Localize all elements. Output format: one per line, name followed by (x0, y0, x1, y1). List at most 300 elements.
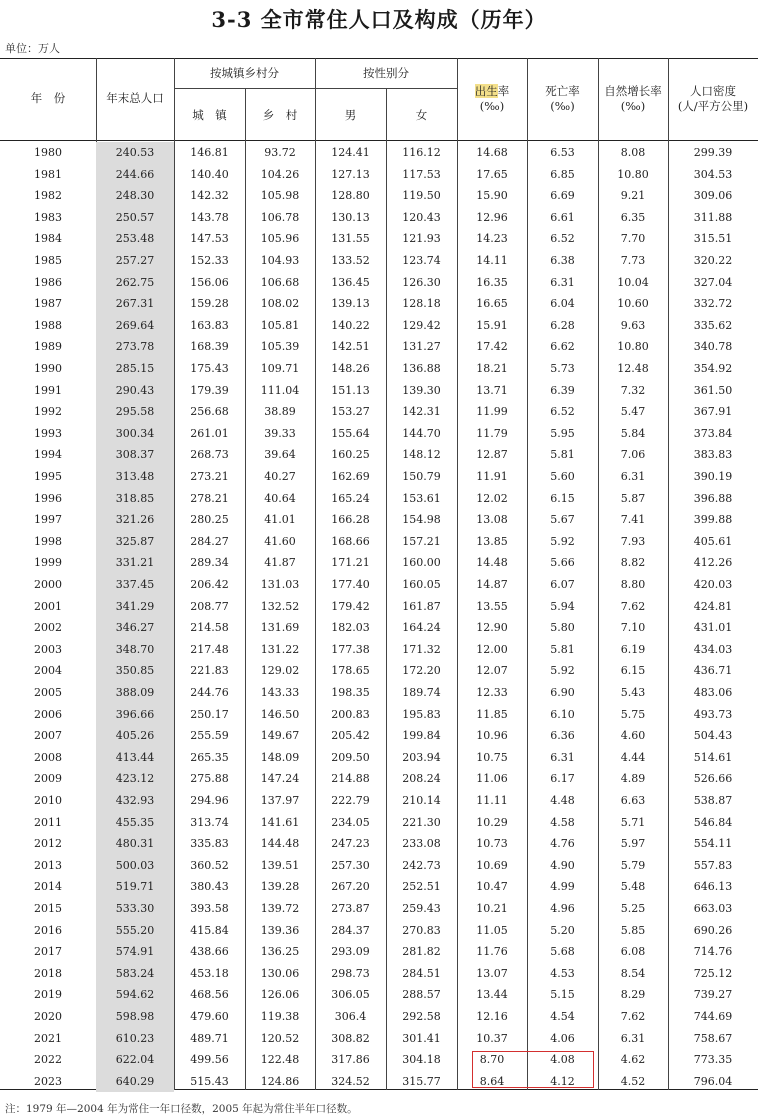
cell-rural: 131.22 (260, 642, 300, 656)
cell-year: 2006 (34, 707, 62, 721)
cell-death-rate: 6.15 (550, 491, 575, 505)
cell-year: 1987 (34, 297, 62, 311)
cell-female: 142.31 (402, 405, 441, 419)
cell-natural-growth: 10.80 (617, 167, 649, 181)
cell-rural: 105.98 (260, 189, 300, 203)
cell-year: 2007 (34, 729, 62, 743)
table-row (0, 1071, 758, 1093)
cell-birth-rate: 12.90 (476, 621, 508, 635)
cell-male: 179.42 (331, 599, 370, 613)
cell-birth-rate: 16.35 (476, 275, 508, 289)
cell-death-rate: 5.80 (550, 621, 575, 635)
table-row (0, 380, 758, 402)
cell-year: 2018 (34, 966, 62, 980)
cell-birth-rate: 13.71 (476, 383, 508, 397)
cell-male: 153.27 (331, 405, 370, 419)
cell-density: 739.27 (693, 988, 733, 1002)
cell-density: 434.03 (693, 642, 733, 656)
cell-total: 244.66 (96, 164, 174, 186)
cell-density: 436.71 (693, 664, 733, 678)
cell-density: 725.12 (693, 966, 733, 980)
cell-density: 361.50 (693, 383, 733, 397)
cell-female: 126.30 (402, 275, 441, 289)
cell-total: 341.29 (96, 596, 174, 618)
cell-female: 195.83 (402, 707, 441, 721)
cell-urban: 438.66 (190, 945, 229, 959)
cell-male: 324.52 (331, 1074, 370, 1088)
cell-rural: 106.68 (260, 275, 300, 289)
cell-urban: 261.01 (190, 426, 229, 440)
cell-urban: 273.21 (190, 470, 229, 483)
table-row (0, 164, 758, 186)
cell-natural-growth: 5.75 (620, 707, 646, 721)
cell-female: 259.43 (402, 902, 441, 915)
cell-density: 538.87 (693, 794, 733, 807)
table-row (0, 488, 758, 510)
cell-male: 171.21 (331, 556, 370, 570)
birth-highlight: 出生 (474, 84, 498, 98)
cell-urban: 393.58 (190, 902, 229, 915)
cell-birth-rate: 10.37 (476, 1031, 508, 1045)
natural-label: 自然增长率 (604, 84, 662, 98)
table-row (0, 984, 758, 1006)
cell-urban: 208.77 (190, 599, 229, 613)
cell-natural-growth: 8.29 (620, 988, 646, 1002)
cell-natural-growth: 7.41 (620, 513, 646, 527)
cell-year: 1990 (34, 362, 62, 375)
cell-total: 253.48 (96, 228, 174, 250)
cell-birth-rate: 11.79 (476, 426, 508, 440)
cell-male: 155.64 (331, 426, 370, 440)
table-row (0, 552, 758, 574)
cell-total: 285.15 (96, 358, 174, 380)
density-unit: (人/平方公里) (677, 99, 749, 113)
cell-rural: 136.25 (260, 945, 300, 959)
cell-urban: 289.34 (190, 556, 229, 570)
cell-natural-growth: 4.60 (620, 729, 646, 743)
cell-urban: 250.17 (190, 707, 229, 721)
table-row (0, 1028, 758, 1050)
birth-rest: 率 (497, 84, 510, 98)
cell-total: 321.26 (96, 509, 174, 531)
cell-natural-growth: 10.04 (617, 275, 649, 289)
cell-total: 480.31 (96, 833, 174, 855)
cell-male: 267.20 (331, 880, 370, 894)
cell-rural: 147.24 (260, 772, 300, 786)
cell-year: 2000 (34, 578, 62, 591)
cell-death-rate: 4.90 (550, 858, 575, 872)
cell-natural-growth: 7.10 (620, 621, 646, 635)
cell-male: 130.13 (331, 210, 370, 224)
cell-birth-rate: 13.85 (476, 534, 508, 548)
table-row (0, 596, 758, 618)
cell-total: 308.37 (96, 444, 174, 466)
cell-urban: 360.52 (190, 858, 229, 872)
footnote: 注：1979 年—2004 年为常住一年口径数，2005 年起为常住半年口径数。 (5, 1103, 358, 1115)
cell-density: 396.88 (693, 491, 733, 505)
cell-female: 304.18 (402, 1053, 441, 1067)
cell-birth-rate: 15.91 (476, 318, 508, 332)
cell-female: 153.61 (402, 491, 441, 505)
cell-rural: 146.50 (260, 707, 300, 721)
cell-male: 148.26 (331, 362, 370, 375)
cell-total: 295.58 (96, 401, 174, 423)
cell-female: 117.53 (402, 167, 441, 181)
header-urban-rural-group: 按城镇乡村分 (210, 66, 279, 80)
cell-year: 1989 (34, 340, 62, 354)
cell-total: 640.29 (96, 1071, 174, 1093)
table-row (0, 704, 758, 726)
cell-birth-rate: 10.75 (476, 750, 508, 764)
cell-birth-rate: 11.91 (476, 470, 508, 483)
cell-year: 1997 (34, 513, 62, 527)
cell-death-rate: 5.15 (550, 988, 575, 1002)
cell-birth-rate: 14.48 (476, 556, 508, 570)
table-row (0, 358, 758, 380)
cell-death-rate: 6.31 (550, 750, 575, 764)
cell-death-rate: 6.28 (550, 318, 575, 332)
header-bottom-rule (0, 140, 758, 141)
cell-year: 1996 (34, 491, 62, 505)
cell-rural: 40.27 (264, 470, 296, 483)
cell-male: 162.69 (331, 470, 370, 483)
table-row (0, 941, 758, 963)
cell-death-rate: 5.81 (550, 448, 575, 462)
cell-birth-rate: 13.08 (476, 513, 508, 527)
cell-female: 136.88 (402, 362, 441, 375)
cell-death-rate: 5.94 (550, 599, 575, 613)
cell-total: 413.44 (96, 747, 174, 769)
cell-female: 252.51 (402, 880, 441, 894)
cell-male: 298.73 (331, 966, 370, 980)
cell-birth-rate: 18.21 (476, 362, 508, 375)
cell-urban: 268.73 (190, 448, 229, 462)
cell-total: 598.98 (96, 1006, 174, 1028)
cell-death-rate: 4.58 (550, 815, 575, 829)
cell-female: 157.21 (402, 534, 441, 548)
header-birth-rate (457, 84, 527, 114)
cell-natural-growth: 4.89 (620, 772, 646, 786)
cell-urban: 275.88 (190, 772, 229, 786)
cell-birth-rate: 10.69 (476, 858, 508, 872)
cell-male: 165.24 (331, 491, 370, 505)
cell-birth-rate: 10.73 (476, 837, 508, 851)
cell-birth-rate: 10.47 (476, 880, 508, 894)
cell-density: 320.22 (693, 254, 733, 267)
cell-urban: 313.74 (190, 815, 229, 829)
cell-female: 150.79 (402, 470, 441, 483)
cell-birth-rate: 8.64 (479, 1074, 505, 1088)
cell-density: 373.84 (693, 426, 733, 440)
cell-density: 526.66 (693, 772, 733, 786)
cell-total: 325.87 (96, 531, 174, 553)
cell-death-rate: 6.39 (550, 383, 575, 397)
cell-female: 210.14 (402, 794, 441, 807)
cell-total: 267.31 (96, 293, 174, 315)
cell-female: 154.98 (402, 513, 441, 527)
cell-death-rate: 5.66 (550, 556, 575, 570)
cell-death-rate: 6.69 (550, 189, 575, 203)
cell-birth-rate: 11.99 (476, 405, 508, 419)
cell-total: 350.85 (96, 660, 174, 682)
cell-natural-growth: 5.84 (620, 426, 646, 440)
cell-natural-growth: 4.44 (620, 750, 646, 764)
cell-year: 1983 (34, 210, 62, 224)
cell-urban: 284.27 (190, 534, 229, 548)
cell-urban: 278.21 (190, 491, 229, 505)
cell-urban: 159.28 (190, 297, 229, 311)
cell-rural: 104.93 (260, 254, 300, 267)
table-row (0, 617, 758, 639)
cell-natural-growth: 6.15 (620, 664, 646, 678)
cell-natural-growth: 7.32 (620, 383, 646, 397)
cell-urban: 152.33 (190, 254, 229, 267)
cell-rural: 105.96 (260, 232, 300, 246)
table-row (0, 833, 758, 855)
cell-urban: 380.43 (190, 880, 229, 894)
cell-female: 208.24 (402, 772, 441, 786)
cell-year: 2012 (34, 837, 62, 851)
cell-year: 2011 (34, 815, 62, 829)
header-natural-growth (598, 84, 668, 114)
cell-density: 405.61 (693, 534, 733, 548)
cell-male: 182.03 (331, 621, 370, 635)
cell-natural-growth: 7.73 (620, 254, 646, 267)
table-row (0, 920, 758, 942)
table-top-rule (0, 58, 758, 59)
cell-year: 2013 (34, 858, 62, 872)
cell-birth-rate: 11.85 (476, 707, 508, 721)
cell-natural-growth: 5.85 (620, 923, 646, 937)
cell-urban: 179.39 (190, 383, 229, 397)
cell-natural-growth: 8.54 (620, 966, 646, 980)
cell-total: 622.04 (96, 1049, 174, 1071)
cell-year: 2017 (34, 945, 62, 959)
cell-birth-rate: 14.87 (476, 578, 508, 591)
cell-death-rate: 4.06 (550, 1031, 575, 1045)
cell-male: 168.66 (331, 534, 370, 548)
cell-rural: 120.52 (260, 1031, 300, 1045)
cell-male: 136.45 (331, 275, 370, 289)
cell-year: 1994 (34, 448, 62, 462)
cell-natural-growth: 8.08 (620, 146, 646, 159)
cell-year: 2002 (34, 621, 62, 635)
cell-male: 127.13 (331, 167, 370, 181)
cell-urban: 479.60 (190, 1010, 229, 1023)
cell-total: 248.30 (96, 185, 174, 207)
cell-density: 493.73 (693, 707, 733, 721)
cell-death-rate: 4.12 (550, 1074, 575, 1088)
cell-density: 327.04 (693, 275, 733, 289)
cell-male: 308.82 (331, 1031, 370, 1045)
cell-density: 796.04 (693, 1074, 733, 1088)
cell-urban: 147.53 (190, 232, 229, 246)
cell-density: 483.06 (693, 686, 733, 699)
cell-density: 431.01 (693, 621, 733, 635)
table-row (0, 444, 758, 466)
cell-urban: 206.42 (190, 578, 229, 591)
cell-urban: 146.81 (190, 146, 229, 159)
cell-birth-rate: 11.06 (476, 772, 508, 786)
cell-rural: 131.03 (260, 578, 300, 591)
cell-density: 399.88 (693, 513, 733, 527)
cell-total: 388.09 (96, 682, 174, 704)
table-row (0, 509, 758, 531)
cell-rural: 126.06 (260, 988, 300, 1002)
cell-birth-rate: 12.07 (476, 664, 508, 678)
cell-death-rate: 6.36 (550, 729, 575, 743)
cell-birth-rate: 11.05 (476, 923, 508, 937)
cell-natural-growth: 5.43 (620, 686, 646, 699)
cell-density: 340.78 (693, 340, 733, 354)
cell-rural: 93.72 (264, 146, 296, 159)
cell-natural-growth: 6.31 (620, 470, 646, 483)
cell-year: 2020 (34, 1010, 62, 1023)
cell-total: 432.93 (96, 790, 174, 812)
cell-male: 306.4 (334, 1010, 367, 1023)
cell-rural: 130.06 (260, 966, 300, 980)
cell-natural-growth: 7.93 (620, 534, 646, 548)
cell-rural: 149.67 (260, 729, 300, 743)
highlight-box (472, 1051, 594, 1088)
header-year: 年 份 (30, 91, 66, 105)
cell-rural: 40.64 (264, 491, 296, 505)
cell-total: 331.21 (96, 552, 174, 574)
table-row (0, 876, 758, 898)
cell-female: 233.08 (402, 837, 441, 851)
cell-birth-rate: 14.11 (476, 254, 508, 267)
cell-urban: 453.18 (190, 966, 229, 980)
cell-death-rate: 4.96 (550, 902, 575, 915)
cell-death-rate: 6.62 (550, 340, 575, 354)
cell-death-rate: 6.10 (550, 707, 575, 721)
cell-total: 594.62 (96, 984, 174, 1006)
cell-death-rate: 6.31 (550, 275, 575, 289)
table-row (0, 963, 758, 985)
cell-natural-growth: 7.70 (620, 232, 646, 246)
cell-total: 423.12 (96, 768, 174, 790)
cell-rural: 38.89 (264, 405, 296, 419)
table-row (0, 207, 758, 229)
cell-density: 354.92 (693, 362, 733, 375)
cell-total: 346.27 (96, 617, 174, 639)
natural-unit: (‰) (620, 99, 646, 113)
table-row (0, 531, 758, 553)
cell-male: 133.52 (331, 254, 370, 267)
cell-birth-rate: 12.00 (476, 642, 508, 656)
cell-year: 1995 (34, 470, 62, 483)
cell-year: 2023 (34, 1074, 62, 1088)
cell-density: 335.62 (693, 318, 733, 332)
cell-female: 139.30 (402, 383, 441, 397)
cell-male: 222.79 (331, 794, 370, 807)
cell-year: 1993 (34, 426, 62, 440)
cell-density: 420.03 (693, 578, 733, 591)
cell-rural: 143.33 (260, 686, 300, 699)
cell-female: 116.12 (402, 146, 441, 159)
cell-birth-rate: 8.70 (479, 1053, 505, 1067)
cell-total: 269.64 (96, 315, 174, 337)
cell-density: 424.81 (693, 599, 733, 613)
cell-birth-rate: 11.76 (476, 945, 508, 959)
cell-female: 131.27 (402, 340, 441, 354)
cell-density: 383.83 (693, 448, 733, 462)
cell-birth-rate: 10.21 (476, 902, 508, 915)
cell-year: 2009 (34, 772, 62, 786)
cell-female: 292.58 (402, 1010, 441, 1023)
cell-natural-growth: 7.62 (620, 599, 646, 613)
table-row (0, 660, 758, 682)
cell-density: 299.39 (693, 146, 733, 159)
cell-total: 455.35 (96, 812, 174, 834)
cell-total: 240.53 (96, 142, 174, 164)
table-row (0, 574, 758, 596)
header-total: 年末总人口 (106, 91, 164, 105)
cell-year: 1992 (34, 405, 62, 419)
cell-natural-growth: 6.31 (620, 1031, 646, 1045)
header-death-rate (527, 84, 598, 114)
cell-urban: 244.76 (190, 686, 229, 699)
cell-year: 2021 (34, 1031, 62, 1045)
cell-total: 500.03 (96, 855, 174, 877)
cell-death-rate: 5.20 (550, 923, 575, 937)
cell-male: 142.51 (331, 340, 370, 354)
cell-death-rate: 6.53 (550, 146, 575, 159)
cell-urban: 280.25 (190, 513, 229, 527)
cell-urban: 214.58 (190, 621, 229, 635)
header-female: 女 (415, 108, 428, 122)
header-urban: 城 镇 (192, 108, 227, 122)
cell-birth-rate: 15.90 (476, 189, 508, 203)
cell-year: 2015 (34, 902, 62, 915)
cell-density: 557.83 (693, 858, 733, 872)
cell-male: 273.87 (331, 902, 370, 915)
cell-birth-rate: 13.44 (476, 988, 508, 1002)
table-row (0, 855, 758, 877)
cell-natural-growth: 6.08 (620, 945, 646, 959)
cell-year: 1986 (34, 275, 62, 289)
cell-total: 313.48 (96, 466, 174, 488)
cell-year: 2003 (34, 642, 62, 656)
cell-male: 234.05 (331, 815, 370, 829)
cell-density: 304.53 (693, 167, 733, 181)
cell-rural: 39.64 (264, 448, 296, 462)
cell-year: 1981 (34, 167, 62, 181)
table-row (0, 747, 758, 769)
cell-male: 177.40 (331, 578, 370, 591)
cell-rural: 41.01 (264, 513, 296, 527)
cell-female: 221.30 (402, 815, 441, 829)
cell-death-rate: 6.04 (550, 297, 575, 311)
cell-female: 199.84 (402, 729, 441, 743)
cell-density: 315.51 (693, 232, 733, 246)
cell-density: 646.13 (693, 880, 733, 894)
unit-label: 单位：万人 (5, 42, 60, 55)
cell-year: 2004 (34, 664, 62, 678)
cell-urban: 142.32 (190, 189, 229, 203)
cell-density: 311.88 (693, 210, 733, 224)
table-row (0, 142, 758, 164)
cell-death-rate: 4.54 (550, 1010, 575, 1023)
cell-urban: 140.40 (190, 167, 229, 181)
cell-rural: 144.48 (260, 837, 300, 851)
cell-density: 690.26 (693, 923, 733, 937)
cell-death-rate: 5.92 (550, 534, 575, 548)
cell-natural-growth: 7.62 (620, 1010, 646, 1023)
table-row (0, 1006, 758, 1028)
table-row (0, 725, 758, 747)
cell-female: 270.83 (402, 923, 441, 937)
